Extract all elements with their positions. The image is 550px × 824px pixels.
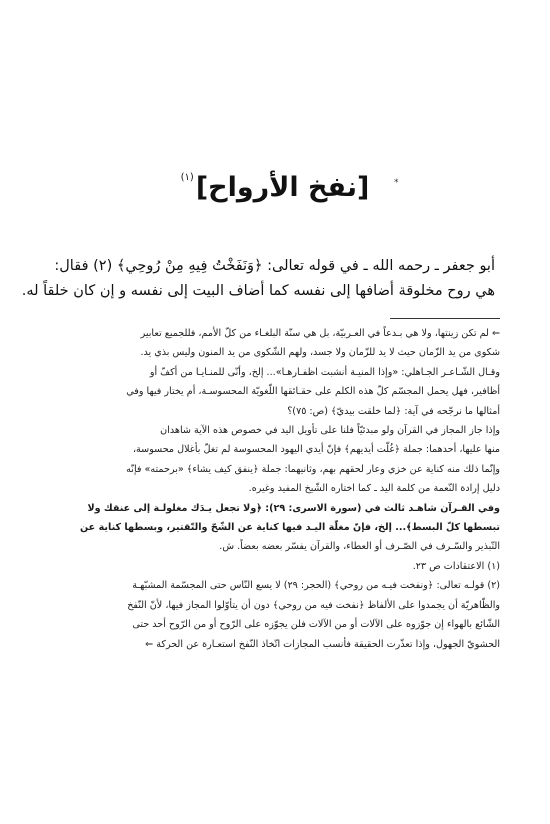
footnote-line: الشّائع بالهواء إن جوّزوه على الآلات أو من الآلات فلن يجوّزه على الرّوح أو من الرّوح أحد حتى xyxy=(132,619,500,631)
footnote-line: تبسطها كلّ البسط﴾... إلخ، فإنّ مغلّة اليـد فيها كناية عن الشّحّ والتّقتير، وبسطها كناية عن xyxy=(80,522,500,534)
footnote-line: وإنّما ذلك منه كناية عن خزي وعار لحقهم بهم، وثانيهما: جملة ﴿ينفق كيف يشاء﴾ «برحمته» فإنّه xyxy=(126,463,500,475)
footnote-line: وفي القـرآن شاهـد ثالث في (سورة الاسرى: ٢٩): ﴿ولا تجعل يـدَك مغلولـة إلى عنقك ولا xyxy=(87,502,500,514)
footnote-line: وإذا جاز المجاز في القرآن ولو مبدئيّاً فلنا على تأويل اليد في خصوص هذه الآية شاهدان xyxy=(160,425,500,437)
chapter-heading xyxy=(0,172,550,203)
footnote-line: (١) الاعتقادات ص ٢٣. xyxy=(412,560,500,572)
footnote-line: التّبذير والسّـرف في الصّـرف أو العطاء، والقرآن يفسّر بعضه بعضاً. ش. xyxy=(219,541,500,553)
footnote-line: وقـال الشّـاعـر الجـاهلي: «وإذا المنيـة أنشبت اظفـارهـا»... إلخ، وأنّى للمنـايـا من أكفّ أو xyxy=(149,366,500,378)
star-mark: * xyxy=(394,178,399,188)
footnote-line: دليل إرادة النّعمة من كلمة اليد ـ كما اختاره الشّيخ المفيد وغيره. xyxy=(248,483,500,495)
main-text-line: هي روح مخلوقة أضافها إلى نفسه كما أضاف البيت إلى نفسه و إن كان خلقاً له. xyxy=(21,283,495,299)
main-text xyxy=(21,254,495,304)
footnote-line: منها عليها، أحدهما: جملة ﴿غُلّت أيديهم﴾ فإنّ أيدي اليهود المحسوسة لم تغلّ بأغلال محسوسة، xyxy=(132,444,500,456)
footnote-line: أظافير، فهل يحمل المجسّم كلّ هذه الكلم على حقـائقها اللّغويّة المحسوسـة، أم يختار فيها وفي xyxy=(126,386,500,398)
main-text-line: أبو جعفر ـ رحمه الله ـ في قوله تعالى: ﴿وَنَفَخْتُ فِيهِ مِنْ رُوحِي﴾ (٢) فقال: xyxy=(54,258,495,274)
footnote-line: أمثالها ما نرجّحه في آية: ﴿لما خلقت بيديّ﴾ (ص: ٧٥)؟ xyxy=(287,405,500,417)
chapter-title: [نفخ الأرواح] xyxy=(195,172,370,203)
footnote-line: الحشويّ الجهول، وإذا تعذّرت الحقيقة فأنسب المجازات اتّخاذ النّفخ استعـارة عن الحركة ⇐ xyxy=(145,638,500,650)
footnotes xyxy=(48,324,500,654)
footnote-separator xyxy=(390,318,500,319)
footnote-line: (٢) قولـه تعالى: ﴿ونفخت فيـه من روحي﴾ (الحجر: ٢٩) لا يسع النّاس حتى المجسّمة المشبّهـة xyxy=(132,580,500,592)
footnote-line: شكوى من يد الزّمان حيث لا يد للزّمان ولا جسد، ولهم الشّكوى من يد المنون وليس بذي يد. xyxy=(140,347,500,359)
footnote-line: ⇐ لم تكن زينتها، ولا هي بـدعاً في العـربيّة، بل هي سنّة البلغـاء من كلّ الأمم، فللجميع تعابير xyxy=(140,328,500,339)
footnote-line: والظّاهريّة أن يجمدوا على الألفاظ ﴿نفخت فيه من روحي﴾ دون أن يتأوّلوا المجاز فيها، لأنّ النّفخ xyxy=(127,599,500,611)
title-footnote-mark: (١) xyxy=(180,172,194,183)
